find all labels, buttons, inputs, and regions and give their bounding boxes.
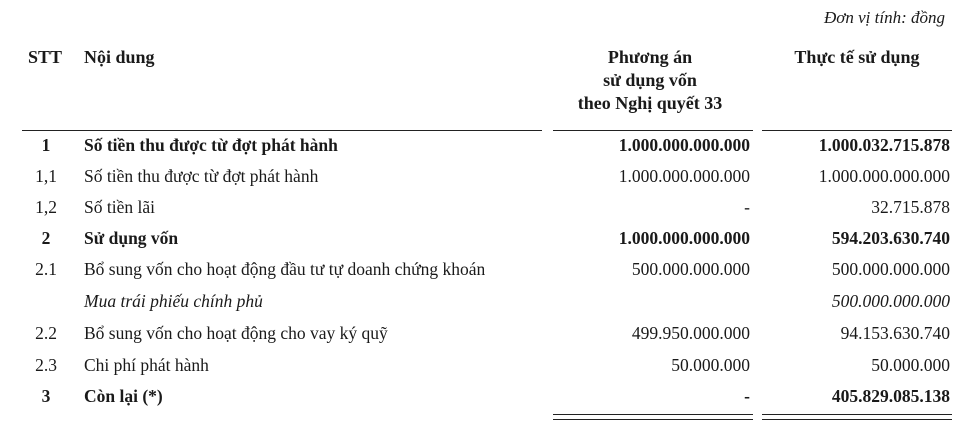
- row-content: Sử dụng vốn: [84, 228, 179, 248]
- header-plan-line1: Phương án: [607, 47, 693, 67]
- footer-double-rule-plan-top: [553, 414, 753, 415]
- row-content: Chi phí phát hành: [84, 355, 209, 375]
- row-plan-value: 499.950.000.000: [631, 323, 750, 343]
- row-plan-value: -: [744, 197, 750, 217]
- footer-double-rule-actual-bottom: [762, 419, 952, 420]
- table-row: [0, 254, 975, 285]
- table-row: [0, 161, 975, 192]
- header-actual: Thực tế sử dụng: [794, 47, 920, 67]
- row-stt: 1,1: [35, 166, 57, 186]
- row-stt: 1,2: [35, 197, 57, 217]
- header-content: Nội dung: [84, 47, 155, 67]
- row-content: Mua trái phiếu chính phủ: [84, 291, 263, 311]
- header-stt: STT: [28, 47, 63, 67]
- table-row: [0, 381, 975, 412]
- row-plan-value: 1.000.000.000.000: [618, 228, 750, 248]
- header-plan-line2: sử dụng vốn: [603, 70, 697, 90]
- row-plan-value: 500.000.000.000: [631, 259, 750, 279]
- table-row: [0, 350, 975, 381]
- row-stt: 2: [41, 228, 51, 248]
- row-content: Số tiền thu được từ đợt phát hành: [84, 166, 319, 186]
- row-stt: 2.1: [35, 259, 57, 279]
- header-plan: [545, 46, 755, 115]
- row-content: Còn lại (*): [84, 386, 163, 406]
- row-stt: 3: [41, 386, 51, 406]
- row-stt: 1: [41, 135, 51, 155]
- table-row: [0, 223, 975, 254]
- row-actual-value: 405.829.085.138: [831, 386, 950, 406]
- row-actual-value: 50.000.000: [871, 355, 950, 375]
- row-actual-value: 1.000.032.715.878: [818, 135, 950, 155]
- row-content: Số tiền thu được từ đợt phát hành: [84, 135, 338, 155]
- row-actual-value: 1.000.000.000.000: [818, 166, 950, 186]
- row-content: Bổ sung vốn cho hoạt động đầu tư tự doanh chứng khoán: [84, 259, 486, 279]
- unit-note: Đơn vị tính: đồng: [824, 8, 945, 27]
- table-row: [0, 130, 975, 161]
- row-plan-value: 1.000.000.000.000: [618, 135, 750, 155]
- row-actual-value: 94.153.630.740: [840, 323, 950, 343]
- table-row: [0, 286, 975, 317]
- row-plan-value: -: [744, 386, 750, 406]
- row-actual-value: 500.000.000.000: [831, 259, 950, 279]
- footer-double-rule-actual-top: [762, 414, 952, 415]
- row-stt: 2.2: [35, 323, 57, 343]
- row-actual-value: 594.203.630.740: [831, 228, 950, 248]
- table-row: [0, 318, 975, 349]
- row-plan-value: 50.000.000: [671, 355, 750, 375]
- row-actual-value: 500.000.000.000: [831, 291, 950, 311]
- row-plan-value: 1.000.000.000.000: [618, 166, 750, 186]
- row-actual-value: 32.715.878: [871, 197, 950, 217]
- row-content: Số tiền lãi: [84, 197, 155, 217]
- row-content: Bổ sung vốn cho hoạt động cho vay ký quỹ: [84, 323, 388, 343]
- table-row: [0, 192, 975, 223]
- row-stt: 2.3: [35, 355, 57, 375]
- header-plan-line3: theo Nghị quyết 33: [577, 93, 723, 113]
- footer-double-rule-plan-bottom: [553, 419, 753, 420]
